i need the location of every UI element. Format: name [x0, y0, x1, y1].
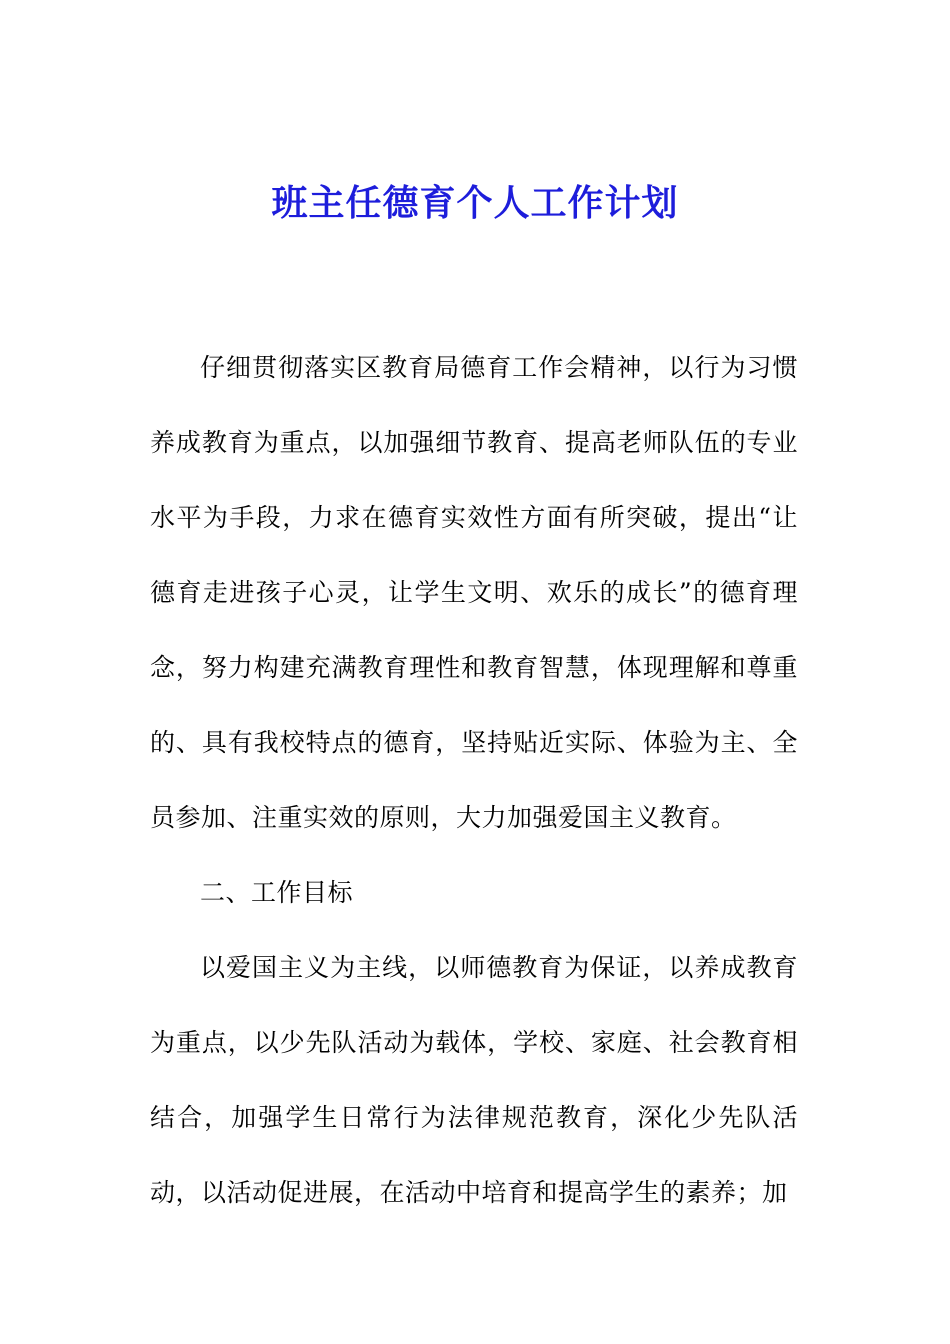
document-title: 班主任德育个人工作计划: [271, 182, 679, 224]
document-body: [150, 330, 798, 1230]
goals-paragraph: 以爱国主义为主线，以师德教育为保证，以养成教育为重点，以少先队活动为载体，学校、家庭、社会教育相结合，加强学生日常行为法律规范教育，深化少先队活动，以活动促进展，在活动中培育和提高学生的素养；加: [150, 953, 798, 1207]
intro-paragraph: 仔细贯彻落实区教育局德育工作会精神，以行为习惯养成教育为重点，以加强细节教育、提高老师队伍的专业水平为手段，力求在德育实效性方面有所突破，提出“让德育走进孩子心灵，让学生文明、欢乐的成长”的德育理念，努力构建充满教育理性和教育智慧，体现理解和尊重的、具有我校特点的德育，坚持贴近实际、体验为主、全员参加、注重实效的原则，大力加强爱国主义教育。: [150, 353, 798, 832]
section-heading-work-goals: 二、工作目标: [200, 878, 354, 907]
